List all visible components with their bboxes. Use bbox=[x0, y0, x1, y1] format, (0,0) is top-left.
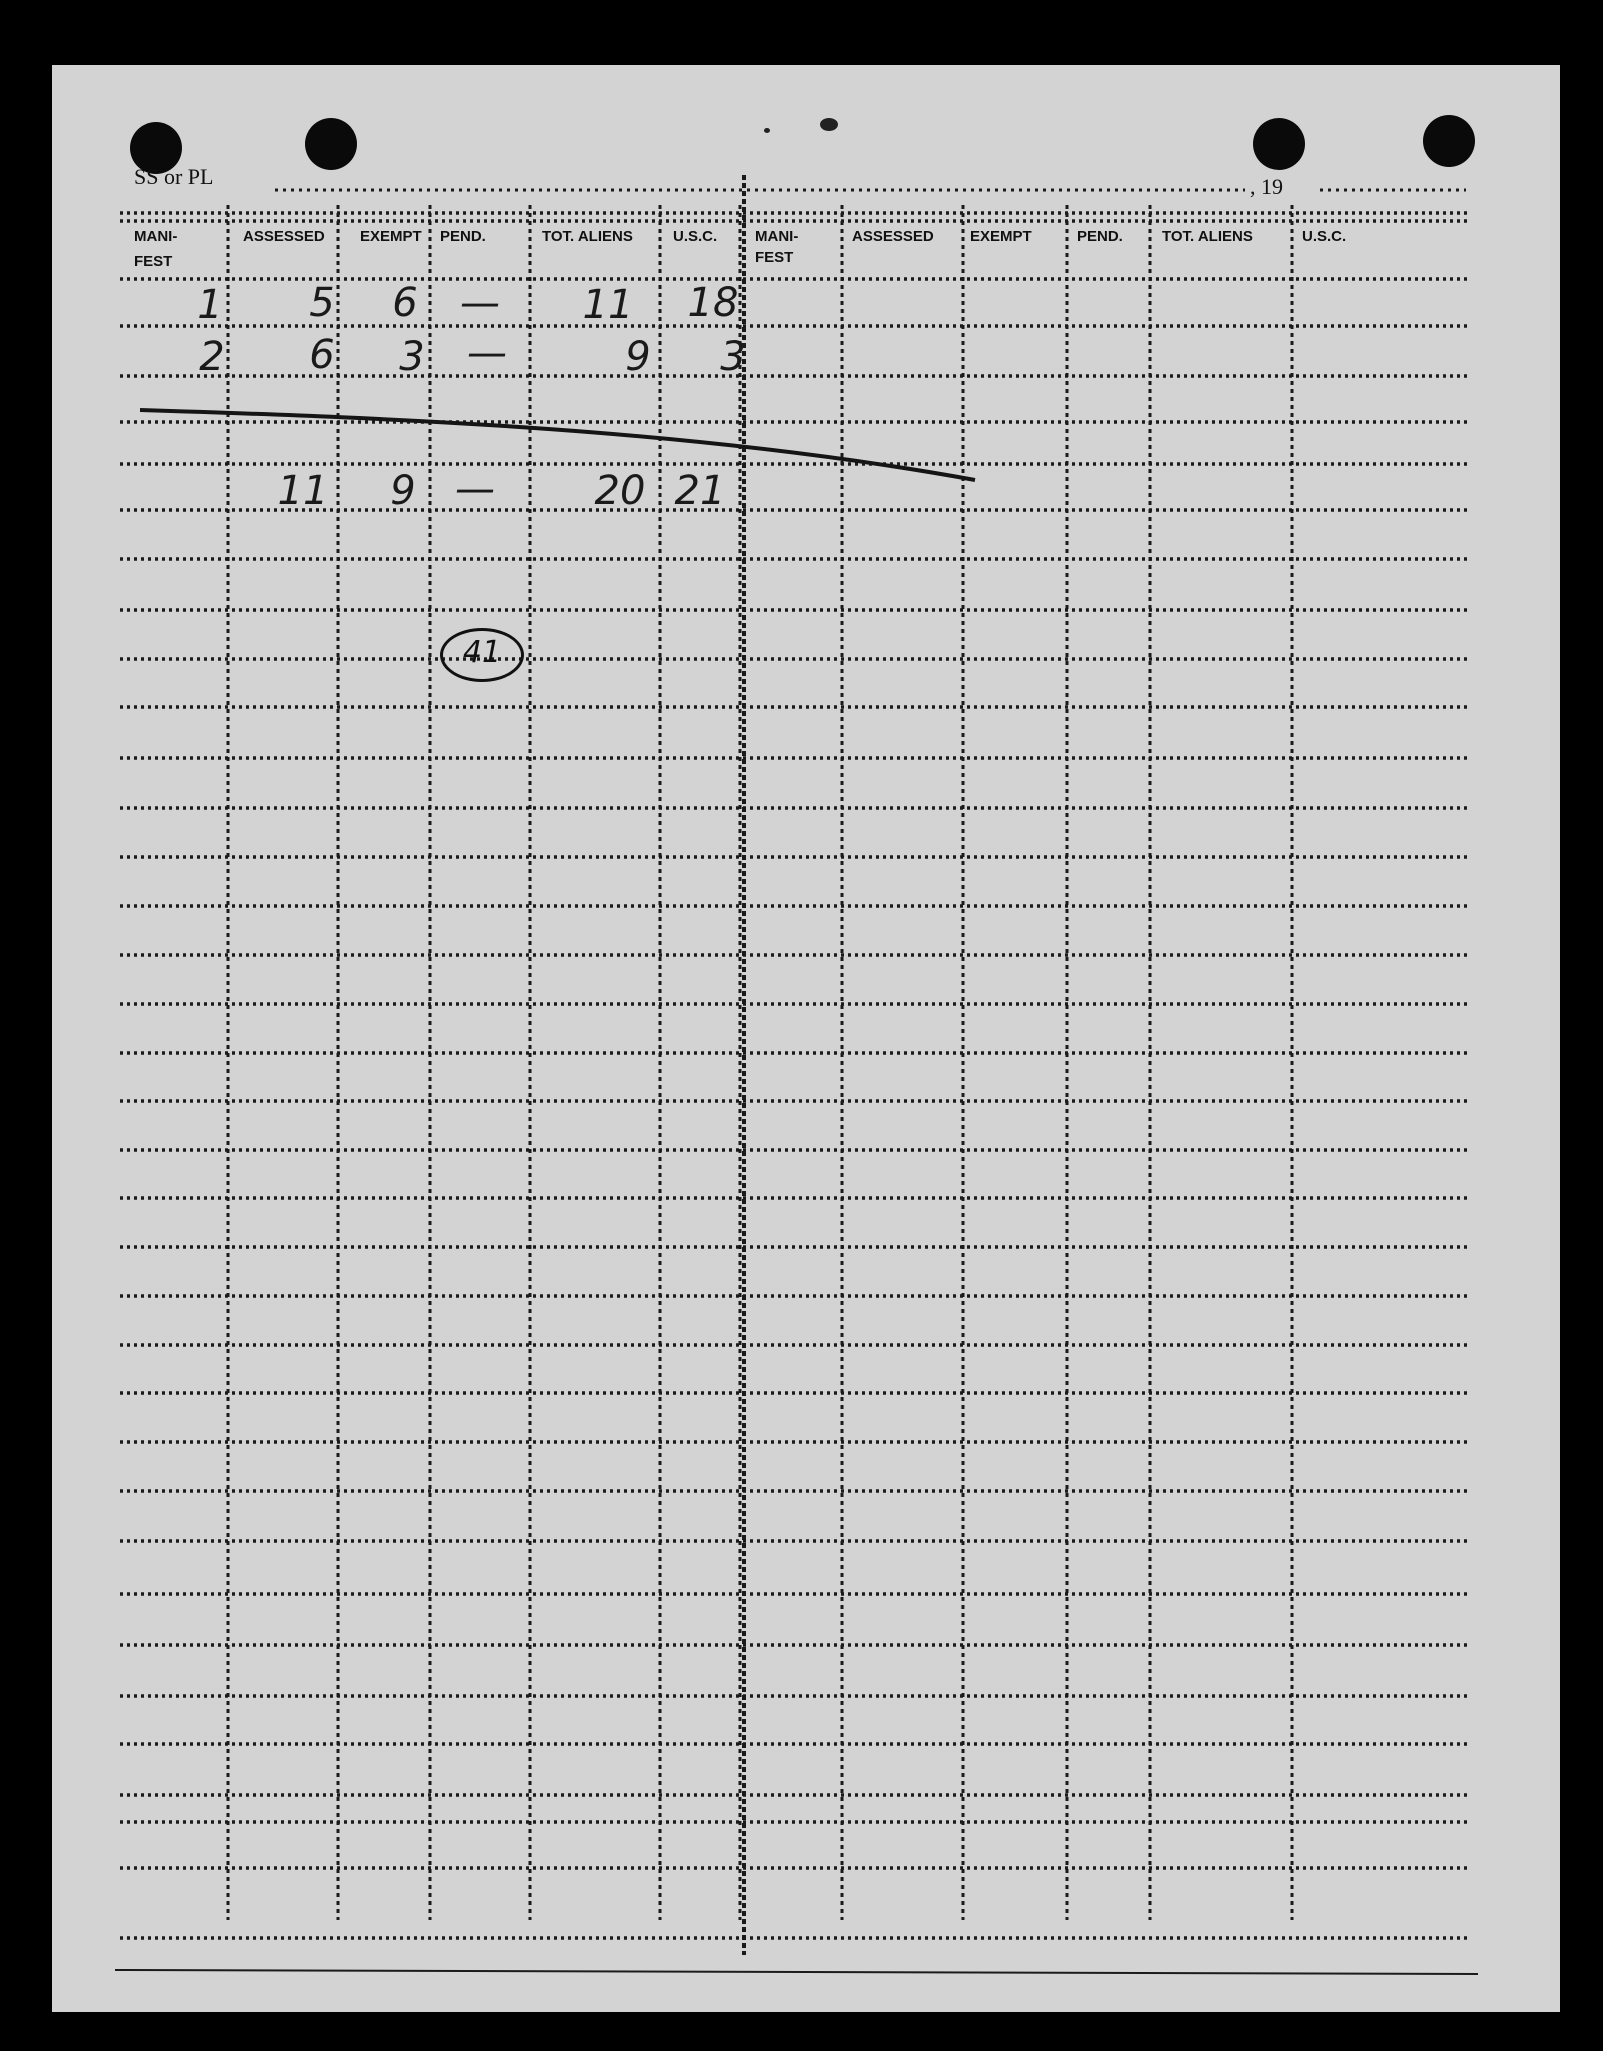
col-head-exempt: EXEMPT bbox=[360, 228, 422, 245]
row1-manifest: 1 bbox=[197, 282, 223, 328]
row2-tot-aliens: 9 bbox=[625, 334, 651, 380]
col-head-assessed: ASSESSED bbox=[243, 228, 325, 245]
col-head-manifest-right: MANI- FEST bbox=[755, 228, 799, 266]
row2-usc: 3 bbox=[720, 334, 746, 380]
row1-usc: 18 bbox=[687, 280, 739, 326]
row2-assessed: 6 bbox=[309, 332, 335, 378]
col-head-usc: U.S.C. bbox=[673, 228, 718, 245]
col-head-pend: PEND. bbox=[440, 228, 486, 245]
col-head-tot-aliens-right: TOT. ALIENS bbox=[1162, 228, 1253, 245]
col-head-assessed-right: ASSESSED bbox=[852, 228, 934, 245]
col-head-tot-aliens: TOT. ALIENS bbox=[542, 228, 633, 245]
bottom-border bbox=[115, 1970, 1478, 1974]
row1-tot-aliens: 11 bbox=[582, 282, 634, 328]
total-usc: 21 bbox=[674, 468, 726, 514]
row1-pend: — bbox=[460, 280, 500, 326]
row2-exempt: 3 bbox=[399, 334, 425, 380]
col-head-manifest: MANI- FEST bbox=[134, 228, 178, 270]
year-label: , 19 bbox=[1250, 174, 1283, 199]
total-tot-aliens: 20 bbox=[594, 468, 646, 514]
col-head-pend-right: PEND. bbox=[1077, 228, 1123, 245]
total-pend: — bbox=[455, 466, 495, 512]
total-exempt: 9 bbox=[390, 468, 416, 514]
col-head-usc-right: U.S.C. bbox=[1302, 228, 1347, 245]
row1-exempt: 6 bbox=[392, 280, 418, 326]
row2-manifest: 2 bbox=[199, 334, 225, 380]
row2-pend: — bbox=[467, 330, 507, 376]
total-assessed: 11 bbox=[277, 468, 329, 514]
circled-grand-total: 41 bbox=[440, 628, 524, 682]
row1-assessed: 5 bbox=[309, 280, 335, 326]
ss-or-pl-label: SS or PL bbox=[134, 164, 214, 189]
col-head-exempt-right: EXEMPT bbox=[970, 228, 1032, 245]
